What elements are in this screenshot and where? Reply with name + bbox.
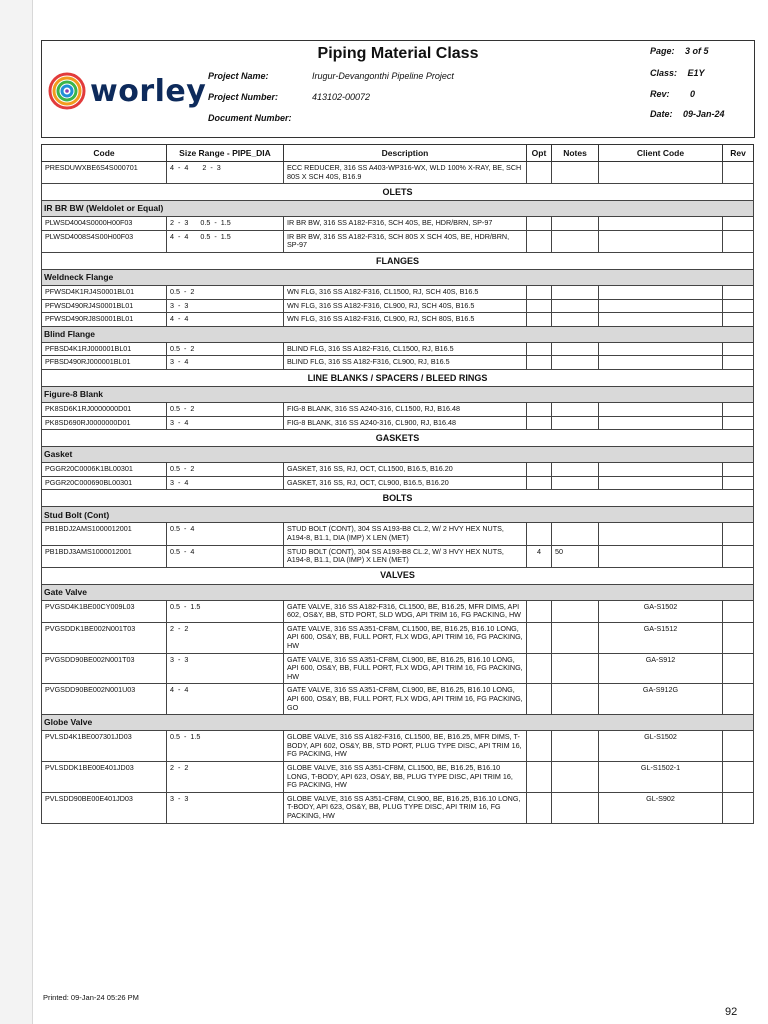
- table-row: [42, 356, 754, 370]
- cell-rev: [723, 600, 754, 622]
- cell-opt: [527, 230, 552, 252]
- cell-notes: [552, 402, 599, 416]
- cell-description: STUD BOLT (CONT), 304 SS A193-B8 CL.2, W/ 2 HVY HEX NUTS, A194-8, B1.1, DIA (IMP) X LEN (MET): [284, 523, 527, 545]
- document-number-label: Document Number:: [208, 113, 292, 123]
- group-heading-row: [42, 584, 754, 600]
- cell-code: PFBSD4K1RJ000001BL01: [42, 342, 167, 356]
- cell-client-code: [599, 230, 723, 252]
- cell-notes: [552, 523, 599, 545]
- group-heading-row: [42, 507, 754, 523]
- cell-notes: [552, 342, 599, 356]
- cell-rev: [723, 792, 754, 823]
- cell-code: PFWSD4K1RJ4S0001BL01: [42, 285, 167, 299]
- cell-size-range: 3 - 4: [167, 356, 284, 370]
- cell-rev: [723, 230, 754, 252]
- cell-description: WN FLG, 316 SS A182-F316, CL1500, RJ, SCH 40S, B16.5: [284, 285, 527, 299]
- table-row: [42, 622, 754, 653]
- column-header-rev: Rev: [723, 145, 754, 162]
- group-heading: Stud Bolt (Cont): [42, 507, 754, 523]
- cell-notes: [552, 416, 599, 430]
- cell-size-range: 2 - 3 0.5 - 1.5: [167, 217, 284, 231]
- table-row: [42, 684, 754, 715]
- cell-code: PK8SD690RJ0000000D01: [42, 416, 167, 430]
- cell-description: GATE VALVE, 316 SS A182-F316, CL1500, BE, B16.25, MFR DIMS, API 602, OS&Y, BB, STD PORT, SLD WDG, API TRIM 16, FG PACKING, HW: [284, 600, 527, 622]
- cell-description: FIG-8 BLANK, 316 SS A240-316, CL900, RJ, B16.48: [284, 416, 527, 430]
- cell-client-code: GA-S912: [599, 653, 723, 684]
- cell-size-range: 4 - 4: [167, 684, 284, 715]
- cell-rev: [723, 684, 754, 715]
- cell-opt: [527, 792, 552, 823]
- section-heading-row: [42, 252, 754, 269]
- group-heading-row: [42, 326, 754, 342]
- table-row: [42, 285, 754, 299]
- cell-rev: [723, 402, 754, 416]
- cell-rev: [723, 416, 754, 430]
- cell-code: PVLSD4K1BE007301JD03: [42, 731, 167, 762]
- group-heading-row: [42, 386, 754, 402]
- cell-description: GATE VALVE, 316 SS A351-CF8M, CL1500, BE, B16.25, B16.10 LONG, API 600, OS&Y, BB, FULL PORT, FLX WDG, API TRIM 16, FG PACKING, HW: [284, 622, 527, 653]
- cell-description: GLOBE VALVE, 316 SS A351-CF8M, CL900, BE, B16.25, B16.10 LONG, T-BODY, API 623, OS&Y, BB, PLUG TYPE DISC, API TRIM 16, FG PACKING, HW: [284, 792, 527, 823]
- cell-opt: [527, 476, 552, 490]
- cell-description: GATE VALVE, 316 SS A351-CF8M, CL900, BE, B16.25, B16.10 LONG, API 600, OS&Y, BB, FULL PORT, FLX WDG, API TRIM 16, FG PACKING, HW: [284, 653, 527, 684]
- cell-notes: 50: [552, 545, 599, 567]
- table-row: [42, 600, 754, 622]
- cell-rev: [723, 622, 754, 653]
- column-header-code: Code: [42, 145, 167, 162]
- cell-notes: [552, 792, 599, 823]
- cell-notes: [552, 356, 599, 370]
- cell-client-code: [599, 416, 723, 430]
- page-label: Page:: [650, 46, 675, 56]
- page-number: 92: [725, 1006, 738, 1018]
- section-heading: GASKETS: [42, 430, 754, 447]
- cell-size-range: 3 - 3: [167, 653, 284, 684]
- section-heading: LINE BLANKS / SPACERS / BLEED RINGS: [42, 369, 754, 386]
- cell-description: GATE VALVE, 316 SS A351-CF8M, CL900, BE, B16.25, B16.10 LONG, API 600, OS&Y, BB, FULL PORT, FLX WDG, API TRIM 16, FG PACKING, GO: [284, 684, 527, 715]
- cell-client-code: [599, 299, 723, 313]
- cell-client-code: [599, 476, 723, 490]
- cell-notes: [552, 217, 599, 231]
- logo-wordmark: worley: [90, 73, 207, 109]
- group-heading: Figure-8 Blank: [42, 386, 754, 402]
- column-header-size-range: Size Range - PIPE_DIA: [167, 145, 284, 162]
- cell-code: PVLSDD90BE00E401JD03: [42, 792, 167, 823]
- cell-code: PFWSD490RJ8S0001BL01: [42, 313, 167, 327]
- cell-size-range: 3 - 4: [167, 416, 284, 430]
- cell-client-code: GL-S902: [599, 792, 723, 823]
- table-row: [42, 402, 754, 416]
- cell-client-code: GA-S1502: [599, 600, 723, 622]
- page-info: [650, 46, 709, 56]
- cell-code: PVGSD4K1BE00CY009L03: [42, 600, 167, 622]
- cell-size-range: 0.5 - 2: [167, 342, 284, 356]
- cell-opt: [527, 523, 552, 545]
- project-name-label: Project Name:: [208, 71, 269, 81]
- table-row: [42, 545, 754, 567]
- cell-code: PGGR20C0006K1BL00301: [42, 463, 167, 477]
- cell-notes: [552, 622, 599, 653]
- table-row: [42, 342, 754, 356]
- page-value: 3 of 5: [685, 46, 709, 56]
- cell-code: PVLSDDK1BE00E401JD03: [42, 762, 167, 793]
- cell-size-range: 4 - 4: [167, 313, 284, 327]
- cell-size-range: 3 - 3: [167, 792, 284, 823]
- cell-code: PGGR20C000690BL00301: [42, 476, 167, 490]
- document-header: [41, 40, 755, 138]
- cell-notes: [552, 600, 599, 622]
- company-logo: [48, 69, 208, 113]
- cell-description: FIG-8 BLANK, 316 SS A240-316, CL1500, RJ, B16.48: [284, 402, 527, 416]
- table-body: [42, 162, 754, 824]
- document-page: [32, 0, 768, 1024]
- printed-timestamp: Printed: 09-Jan-24 05:26 PM: [43, 993, 139, 1002]
- table-row: [42, 731, 754, 762]
- cell-opt: [527, 762, 552, 793]
- cell-opt: [527, 313, 552, 327]
- cell-opt: [527, 463, 552, 477]
- cell-rev: [723, 313, 754, 327]
- cell-size-range: 0.5 - 2: [167, 402, 284, 416]
- cell-client-code: GL-S1502-1: [599, 762, 723, 793]
- worley-logo-icon: [48, 72, 86, 110]
- table-row: [42, 299, 754, 313]
- cell-rev: [723, 653, 754, 684]
- cell-description: GASKET, 316 SS, RJ, OCT, CL1500, B16.5, B16.20: [284, 463, 527, 477]
- group-heading-row: [42, 447, 754, 463]
- cell-client-code: [599, 217, 723, 231]
- cell-rev: [723, 476, 754, 490]
- cell-client-code: GA-S912G: [599, 684, 723, 715]
- date-info: [650, 109, 725, 119]
- section-heading: BOLTS: [42, 490, 754, 507]
- column-header-client-code: Client Code: [599, 145, 723, 162]
- cell-code: PLWSD4008S4S00H00F03: [42, 230, 167, 252]
- cell-code: PLWSD4004S0000H00F03: [42, 217, 167, 231]
- cell-opt: [527, 731, 552, 762]
- table-row: [42, 416, 754, 430]
- cell-rev: [723, 762, 754, 793]
- cell-size-range: 2 - 2: [167, 622, 284, 653]
- cell-opt: [527, 285, 552, 299]
- cell-notes: [552, 731, 599, 762]
- cell-opt: [527, 162, 552, 184]
- cell-description: GLOBE VALVE, 316 SS A182-F316, CL1500, BE, B16.25, MFR DIMS, T-BODY, API 602, OS&Y, BB, STD PORT, PLUG TYPE DISC, API TRIM 16, FG PACKING, HW: [284, 731, 527, 762]
- cell-code: PFWSD490RJ4S0001BL01: [42, 299, 167, 313]
- class-info: [650, 68, 705, 78]
- cell-opt: [527, 299, 552, 313]
- section-heading-row: [42, 430, 754, 447]
- rev-label: Rev:: [650, 89, 670, 99]
- cell-code: PK8SD6K1RJ0000000D01: [42, 402, 167, 416]
- cell-notes: [552, 230, 599, 252]
- cell-client-code: [599, 162, 723, 184]
- table-row: [42, 217, 754, 231]
- date-value: 09-Jan-24: [683, 109, 725, 119]
- cell-description: WN FLG, 316 SS A182-F316, CL900, RJ, SCH 80S, B16.5: [284, 313, 527, 327]
- material-class-table: [41, 144, 754, 824]
- cell-code: PRESDUWXBE6S4S000701: [42, 162, 167, 184]
- cell-opt: [527, 217, 552, 231]
- cell-size-range: 3 - 4: [167, 476, 284, 490]
- cell-size-range: 0.5 - 1.5: [167, 731, 284, 762]
- cell-notes: [552, 313, 599, 327]
- cell-notes: [552, 285, 599, 299]
- cell-opt: [527, 342, 552, 356]
- project-number-value: 413102-00072: [312, 92, 371, 102]
- cell-client-code: [599, 545, 723, 567]
- cell-size-range: 4 - 4 2 - 3: [167, 162, 284, 184]
- cell-size-range: 0.5 - 2: [167, 463, 284, 477]
- project-number-label: Project Number:: [208, 92, 279, 102]
- cell-notes: [552, 762, 599, 793]
- table-header-row: [42, 145, 754, 162]
- group-heading: Globe Valve: [42, 715, 754, 731]
- section-heading: VALVES: [42, 567, 754, 584]
- section-heading: FLANGES: [42, 252, 754, 269]
- cell-rev: [723, 162, 754, 184]
- cell-rev: [723, 342, 754, 356]
- cell-rev: [723, 299, 754, 313]
- rev-info: [650, 89, 695, 99]
- cell-rev: [723, 285, 754, 299]
- cell-rev: [723, 523, 754, 545]
- cell-description: STUD BOLT (CONT), 304 SS A193-B8 CL.2, W/ 3 HVY HEX NUTS, A194-8, B1.1, DIA (IMP) X LEN (MET): [284, 545, 527, 567]
- cell-client-code: [599, 523, 723, 545]
- cell-description: WN FLG, 316 SS A182-F316, CL900, RJ, SCH 40S, B16.5: [284, 299, 527, 313]
- cell-code: PVGSDD90BE002N001U03: [42, 684, 167, 715]
- cell-code: PFBSD490RJ000001BL01: [42, 356, 167, 370]
- cell-notes: [552, 684, 599, 715]
- group-heading-row: [42, 715, 754, 731]
- cell-notes: [552, 299, 599, 313]
- group-heading: Weldneck Flange: [42, 269, 754, 285]
- table-row: [42, 313, 754, 327]
- table-row: [42, 162, 754, 184]
- section-heading: OLETS: [42, 184, 754, 201]
- page-title: Piping Material Class: [317, 45, 479, 62]
- cell-code: PVGSDDK1BE002N001T03: [42, 622, 167, 653]
- cell-size-range: 2 - 2: [167, 762, 284, 793]
- cell-description: GASKET, 316 SS, RJ, OCT, CL900, B16.5, B16.20: [284, 476, 527, 490]
- column-header-notes: Notes: [552, 145, 599, 162]
- cell-notes: [552, 653, 599, 684]
- cell-client-code: [599, 285, 723, 299]
- cell-rev: [723, 463, 754, 477]
- group-heading: Gate Valve: [42, 584, 754, 600]
- cell-opt: [527, 356, 552, 370]
- cell-description: IR BR BW, 316 SS A182-F316, SCH 40S, BE, HDR/BRN, SP-97: [284, 217, 527, 231]
- cell-opt: [527, 653, 552, 684]
- cell-description: IR BR BW, 316 SS A182-F316, SCH 80S X SCH 40S, BE, HDR/BRN, SP-97: [284, 230, 527, 252]
- cell-client-code: [599, 356, 723, 370]
- cell-code: PB1BDJ2AMS1000012001: [42, 523, 167, 545]
- cell-client-code: [599, 313, 723, 327]
- table-row: [42, 463, 754, 477]
- cell-description: GLOBE VALVE, 316 SS A351-CF8M, CL1500, BE, B16.25, B16.10 LONG, T-BODY, API 623, OS&Y, BB, PLUG TYPE DISC, API TRIM 16, FG PACKING, HW: [284, 762, 527, 793]
- table-row: [42, 523, 754, 545]
- cell-code: PB1BDJ3AMS1000012001: [42, 545, 167, 567]
- cell-description: ECC REDUCER, 316 SS A403-WP316-WX, WLD 100% X-RAY, BE, SCH 80S X SCH 40S, B16.9: [284, 162, 527, 184]
- section-heading-row: [42, 567, 754, 584]
- cell-client-code: [599, 463, 723, 477]
- cell-opt: [527, 684, 552, 715]
- section-heading-row: [42, 184, 754, 201]
- cell-size-range: 0.5 - 2: [167, 285, 284, 299]
- group-heading-row: [42, 269, 754, 285]
- table-row: [42, 230, 754, 252]
- cell-opt: [527, 416, 552, 430]
- table-row: [42, 653, 754, 684]
- cell-size-range: 3 - 3: [167, 299, 284, 313]
- column-header-description: Description: [284, 145, 527, 162]
- cell-rev: [723, 545, 754, 567]
- cell-opt: [527, 622, 552, 653]
- table-row: [42, 476, 754, 490]
- table-row: [42, 792, 754, 823]
- cell-size-range: 0.5 - 4: [167, 545, 284, 567]
- group-heading: Blind Flange: [42, 326, 754, 342]
- cell-size-range: 4 - 4 0.5 - 1.5: [167, 230, 284, 252]
- cell-rev: [723, 217, 754, 231]
- cell-notes: [552, 463, 599, 477]
- cell-client-code: GL-S1502: [599, 731, 723, 762]
- cell-opt: 4: [527, 545, 552, 567]
- class-value: E1Y: [687, 68, 705, 78]
- table-row: [42, 762, 754, 793]
- cell-client-code: GA-S1512: [599, 622, 723, 653]
- group-heading: Gasket: [42, 447, 754, 463]
- group-heading: IR BR BW (Weldolet or Equal): [42, 201, 754, 217]
- cell-client-code: [599, 402, 723, 416]
- cell-client-code: [599, 342, 723, 356]
- section-heading-row: [42, 369, 754, 386]
- cell-rev: [723, 356, 754, 370]
- cell-notes: [552, 476, 599, 490]
- cell-size-range: 0.5 - 1.5: [167, 600, 284, 622]
- cell-opt: [527, 402, 552, 416]
- cell-rev: [723, 731, 754, 762]
- section-heading-row: [42, 490, 754, 507]
- date-label: Date:: [650, 109, 673, 119]
- column-header-opt: Opt: [527, 145, 552, 162]
- cell-notes: [552, 162, 599, 184]
- class-label: Class:: [650, 68, 678, 78]
- rev-value: 0: [690, 89, 696, 99]
- cell-size-range: 0.5 - 4: [167, 523, 284, 545]
- cell-code: PVGSDD90BE002N001T03: [42, 653, 167, 684]
- cell-opt: [527, 600, 552, 622]
- group-heading-row: [42, 201, 754, 217]
- cell-description: BLIND FLG, 316 SS A182-F316, CL900, RJ, B16.5: [284, 356, 527, 370]
- project-name-value: Irugur-Devangonthi Pipeline Project: [312, 71, 454, 81]
- cell-description: BLIND FLG, 316 SS A182-F316, CL1500, RJ, B16.5: [284, 342, 527, 356]
